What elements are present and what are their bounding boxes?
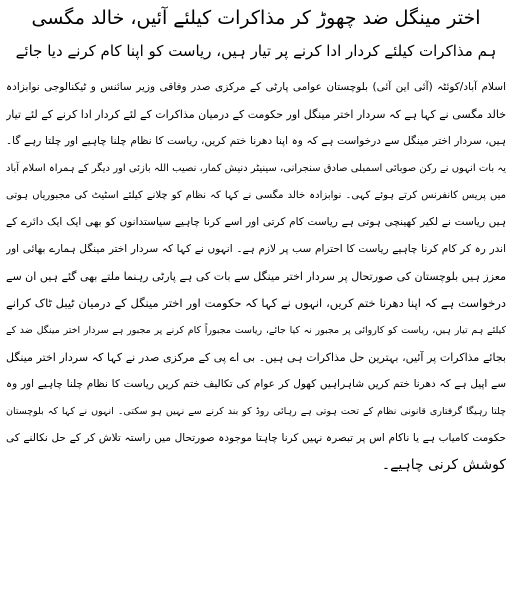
body-line: ہیں، سردار اختر مینگل سے درخواست ہے کہ وہ اپنا دھرنا ختم کریں، ریاست کا نظام چلنا چاہیے اور چلتا رہے گا۔ bbox=[6, 135, 506, 147]
body-line: کیلئے ہم تیار ہیں، ریاست کو کاروائی پر مجبور نہ کیا جائے، ریاست مجبوراً کام کرنے پر مجبور ہے سردار اختر مینگل ضد کے bbox=[6, 325, 506, 336]
body-line: سے اپیل ہے کہ دھرنا ختم کریں شاہراہیں کھول کر عوام کی تکالیف ختم کریں ریاست کا نظام چلنا چاہیے اور وہ bbox=[6, 378, 506, 390]
body-line: معزز ہیں بلوچستان کی صورتحال پر سردار اختر مینگل سے بات کی ہے پارٹی رہنما ملتے بھی گئے ہیں ان سے bbox=[6, 270, 506, 283]
body-line: درخواست ہے کہ اپنا دھرنا ختم کریں، انہوں نے کہا کہ حکومت اور اختر مینگل کے درمیان ٹیبل ٹاک کرانے bbox=[6, 296, 506, 310]
body-line: بجائے مذاکرات پر آئیں، بہترین حل مذاکرات ہی ہیں۔ بی اے پی کے مرکزی صدر نے کہا کہ سردار اختر مینگل bbox=[6, 351, 506, 364]
body-line: یہ بات انہوں نے رکن صوبائی اسمبلی صادق سنجرانی، سینیٹر دنیش کمار، نصیب اللہ بازئی اور دیگر کے ہمراہ اسلام آباد bbox=[6, 163, 506, 174]
article-body bbox=[6, 74, 506, 479]
body-line: خالد مگسی نے کہا ہے کہ سردار اختر مینگل اور حکومت کے درمیان مذاکرات کے لئے کردار ادا کرنے کے لئے تیار bbox=[6, 108, 506, 121]
body-line: کوشش کرنی چاہیے۔ bbox=[381, 457, 506, 473]
article-subheadline: ہم مذاکرات کیلئے کردار ادا کرنے پر تیار ہیں، ریاست کو اپنا کام کرنے دیا جائے bbox=[15, 42, 497, 60]
body-line: چلتا رہیگا گرفتاری قانونی نظام کے تحت ہوتی ہے رہائی روڈ کو بند کرنے سے نہیں ہو سکتی۔ انہوں نے کہا کہ بلوچستان bbox=[6, 406, 506, 417]
body-line: حکومت کامیاب ہے یا ناکام اس پر تبصرہ نہیں کرنا چاہتا موجودہ صورتحال میں راستہ تلاش کر کے حل نکالنے کی bbox=[6, 432, 506, 444]
body-line: اسلام آباد/کوئٹہ (آئی این آئی) بلوچستان عوامی پارٹی کے مرکزی صدر وفاقی وزیر سائنس و ٹیکنالوجی نوابزادہ bbox=[6, 81, 506, 93]
body-line: میں پریس کانفرنس کرتے ہوئے کہی۔ نوابزادہ خالد مگسی نے کہا کہ نظام کو چلانے کیلئے اسٹیٹ کی مجبوریاں ہوتی bbox=[6, 190, 506, 201]
body-line: اندر رہ کر کام کرنا چاہیے ریاست کا احترام سب پر لازم ہے۔ انہوں نے کہا کہ سردار اختر مینگل ہمارے بھائی اور bbox=[6, 243, 506, 255]
body-line: ہیں ریاست نے لکیر کھینچی ہوتی ہے ریاست کام کرتی اور اسے کرنا چاہیے سیاستدانوں کو بھی ایک ایک دائرے کے bbox=[6, 216, 506, 228]
article-headline: اختر مینگل ضد چھوڑ کر مذاکرات کیلئے آئیں، خالد مگسی bbox=[31, 7, 481, 29]
